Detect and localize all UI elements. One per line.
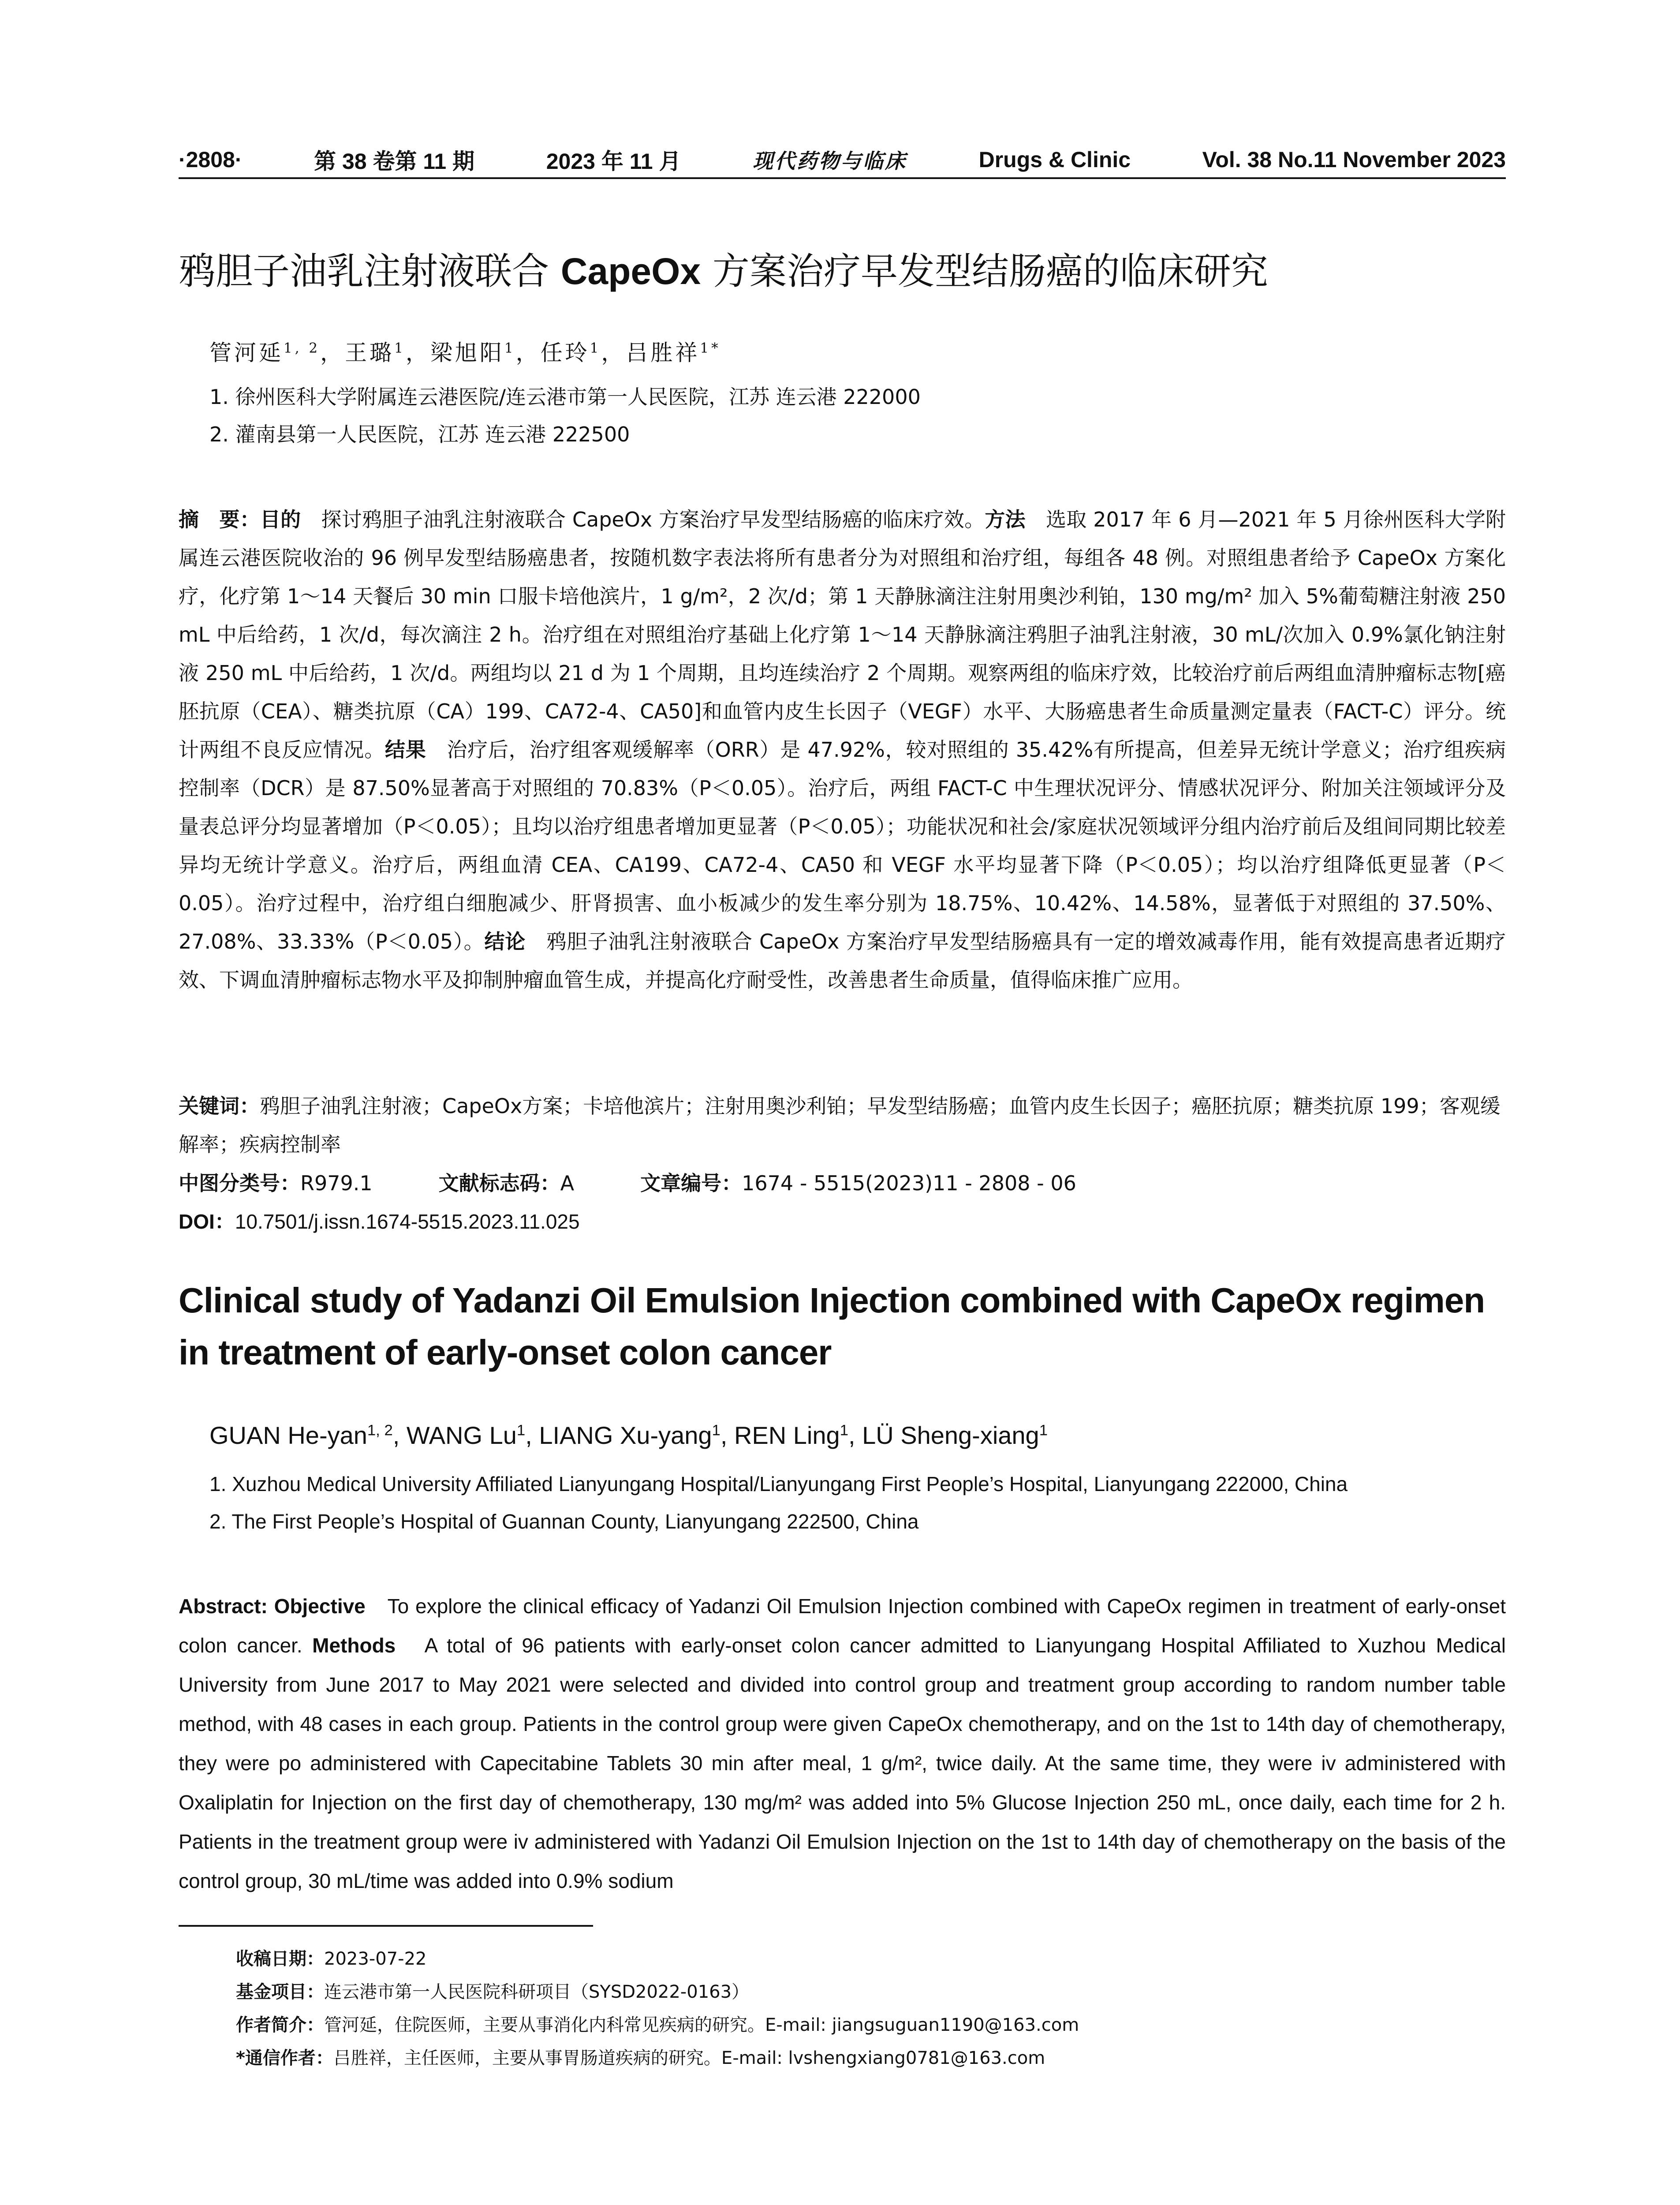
results-label: 结果 — [385, 738, 426, 762]
conclusion-label: 结论 — [484, 930, 526, 953]
abstract-en-label: Abstract: — [179, 1595, 274, 1618]
doi-link[interactable]: 10.7501/j.issn.1674-5515.2023.11.025 — [235, 1210, 580, 1233]
corresponding-author: *通信作者：吕胜祥，主任医师，主要从事胃肠道疾病的研究。E-mail: lvshengxiang0781@163.com — [236, 2048, 1045, 2068]
author-name: 王璐 — [345, 340, 395, 366]
methods-en-label: Methods — [312, 1634, 396, 1657]
article-title-cn — [179, 247, 1506, 295]
document-code: 文献标志码：A — [438, 1171, 575, 1195]
abstract-cn — [179, 501, 1506, 999]
classification-row — [179, 1164, 1076, 1203]
author-name: WANG Lu — [406, 1421, 517, 1449]
affiliation-en-2: 2. The First People’s Hospital of Guannan County, Lianyungang 222500, China — [209, 1510, 919, 1533]
volume-issue-cn: 第 38 卷第 11 期 — [314, 149, 475, 174]
footnote-rule — [179, 1925, 593, 1927]
authors-cn: 管河延$^{1, 2}$，王璐$^1$，梁旭阳$^1$，任玲$^1$，吕胜祥$^{1*}$ — [209, 340, 721, 366]
journal-name-cn: 现代药物与临床 — [753, 149, 907, 173]
author-name: 管河延 — [209, 340, 284, 366]
author-name: REN Ling — [734, 1421, 840, 1449]
keywords-label: 关键词： — [179, 1094, 260, 1118]
author-affil-mark: 1* — [700, 340, 721, 356]
title-cn-regimen: CapeOx — [560, 250, 701, 292]
received-date: 收稿日期：2023-07-22 — [236, 1949, 427, 1969]
conclusion-text: 鸦胆子油乳注射液联合 CapeOx 方案治疗早发型结肠癌具有一定的增效减毒作用，能有效提高患者近期疗效、下调血清肿瘤标志物水平及抑制肿瘤血管生成，并提高化疗耐受性，改善患者生命质量，值得临床推广应用。 — [179, 930, 1506, 992]
header-rule — [179, 177, 1506, 179]
title-cn-part: 方案治疗早发型结肠癌的临床研究 — [701, 250, 1268, 293]
clc-code: 中图分类号：R979.1 — [179, 1171, 373, 1195]
author-affil-mark: 1 — [394, 340, 406, 356]
author-name: LÜ Sheng-xiang — [862, 1421, 1039, 1449]
objective-label: 目的 — [260, 508, 301, 531]
doi: DOI：10.7501/j.issn.1674-5515.2023.11.025 — [179, 1210, 580, 1233]
affiliation-cn-1: 1. 徐州医科大学附属连云港医院/连云港市第一人民医院，江苏 连云港 222000 — [209, 385, 921, 409]
keywords-text: 鸦胆子油乳注射液；CapeOx方案；卡培他滨片；注射用奥沙利铂；早发型结肠癌；血管内皮生长因子；癌胚抗原；糖类抗原 199；客观缓解率；疾病控制率 — [179, 1094, 1501, 1156]
title-cn-part: 鸦胆子油乳注射液联合 — [179, 250, 561, 293]
author-bio: 作者简介：管河延，住院医师，主要从事消化内科常见疾病的研究。E-mail: jiangsuguan1190@163.com — [236, 2015, 1079, 2035]
article-title-en: Clinical study of Yadanzi Oil Emulsion Injection combined with CapeOx regimen in treatment of early-onset colon cancer — [179, 1281, 1485, 1372]
author-name: 吕胜祥 — [626, 340, 700, 366]
abstract-en — [179, 1587, 1506, 1901]
journal-name-en: Drugs & Clinic — [978, 147, 1131, 172]
author-name: 梁旭阳 — [430, 340, 504, 366]
author-affil-mark: 1 — [1039, 1422, 1048, 1439]
author-name: 任玲 — [540, 340, 590, 366]
running-header — [179, 142, 1506, 177]
methods-en-text: A total of 96 patients with early-onset colon cancer admitted to Lianyungang Hospital Affiliated to Xuzhou Medical University from June 2017 to May 2021 were selected and divided into control group and treatment group according to random number table method, with 48 cases in each group. Patients in the control group were given CapeOx chemotherapy, and on the 1st to 14th day of chemotherapy, they were po administered with Capecitabine Tablets 30 min after meal, 1 g/m², twice daily. At the same time, they were iv administered with Oxaliplatin for Injection on the first day of chemotherapy, 130 mg/m² was added into 5% Glucose Injection 250 mL, once daily, each time for 2 h. Patients in the treatment group were iv administered with Yadanzi Oil Emulsion Injection on the 1st to 14th day of chemotherapy on the basis of the control group, 30 mL/time was added into 0.9% sodium — [179, 1634, 1506, 1892]
author-affil-mark: 1 — [504, 340, 516, 356]
abstract-label: 摘 要： — [179, 508, 260, 531]
methods-label: 方法 — [985, 508, 1026, 531]
page-number: ·2808· — [179, 147, 243, 172]
author-affil-mark: 1, 2 — [367, 1422, 393, 1439]
affiliation-en-1: 1. Xuzhou Medical University Affiliated Lianyungang Hospital/Lianyungang First People’s Hospital, Lianyungang 222000, China — [209, 1472, 1348, 1495]
authors-en: GUAN He-yan$^{1, 2}$, WANG Lu$^1$, LIANG Xu-yang$^1$, REN Ling$^1$, LÜ Sheng-xiang$^1$ — [209, 1421, 1048, 1449]
author-affil-mark: 1 — [516, 1422, 526, 1439]
objective-en-label: Objective — [274, 1595, 366, 1618]
date-cn: 2023 年 11 月 — [546, 149, 681, 174]
article-number: 文章编号：1674 - 5515(2023)11 - 2808 - 06 — [640, 1171, 1076, 1195]
results-text: 治疗后，治疗组客观缓解率（ORR）是 47.92%，较对照组的 35.42%有所提高，但差异无统计学意义；治疗组疾病控制率（DCR）是 87.50%显著高于对照组的 70.83%（P＜0.05）。治疗后，两组 FACT-C 中生理状况评分、情感状况评分、附加关注领域评分及量表总评分均显著增加（P＜0.05）；且均以治疗组患者增加更显著（P＜0.05）；功能状况和社会/家庭状况领域评分组内治疗前后及组间同期比较差异均无统计学意义。治疗后，两组血清 CEA、CA199、CA72-4、CA50 和 VEGF 水平均显著下降（P＜0.05）；均以治疗组降低更显著（P＜0.05）。治疗过程中，治疗组白细胞减少、肝肾损害、血小板减少的发生率分别为 18.75%、10.42%、14.58%，显著低于对照组的 37.50%、27.08%、33.33%（P＜0.05）。 — [179, 738, 1506, 953]
volume-issue-en: Vol. 38 No.11 November 2023 — [1202, 147, 1506, 172]
objective-en-text: To explore the clinical efficacy of Yadanzi Oil Emulsion Injection combined with CapeOx regimen in treatment of early-onset colon cancer. — [179, 1595, 1506, 1657]
affiliation-cn-2: 2. 灌南县第一人民医院，江苏 连云港 222500 — [209, 422, 630, 446]
fund-project: 基金项目：连云港市第一人民医院科研项目（SYSD2022-0163） — [236, 1982, 750, 2002]
author-affil-mark: 1 — [840, 1422, 848, 1439]
keywords-cn — [179, 1087, 1506, 1164]
footnotes — [236, 1943, 1079, 2075]
objective-text: 探讨鸦胆子油乳注射液联合 CapeOx 方案治疗早发型结肠癌的临床疗效。 — [301, 508, 985, 531]
author-affil-mark: 1 — [590, 340, 601, 356]
author-name: LIANG Xu-yang — [539, 1421, 712, 1449]
author-affil-mark: 1, 2 — [284, 340, 321, 356]
methods-text: 选取 2017 年 6 月—2021 年 5 月徐州医科大学附属连云港医院收治的 96 例早发型结肠癌患者，按随机数字表法将所有患者分为对照组和治疗组，每组各 48 例。对照组患者给予 CapeOx 方案化疗，化疗第 1～14 天餐后 30 min 口服卡培他滨片，1 g/m²，2 次/d；第 1 天静脉滴注注射用奥沙利铂，130 mg/m² 加入 5%葡萄糖注射液 250 mL 中后给药，1 次/d，每次滴注 2 h。治疗组在对照组治疗基础上化疗第 1～14 天静脉滴注鸦胆子油乳注射液，30 mL/次加入 0.9%氯化钠注射液 250 mL 中后给药，1 次/d。两组均以 21 d 为 1 个周期，且均连续治疗 2 个周期。观察两组的临床疗效，比较治疗前后两组血清肿瘤标志物[癌胚抗原（CEA）、糖类抗原（CA）199、CA72-4、CA50]和血管内皮生长因子（VEGF）水平、大肠癌患者生命质量测定量表（FACT-C）评分。统计两组不良反应情况。 — [179, 508, 1506, 762]
author-name: GUAN He-yan — [209, 1421, 367, 1449]
author-affil-mark: 1 — [712, 1422, 721, 1439]
